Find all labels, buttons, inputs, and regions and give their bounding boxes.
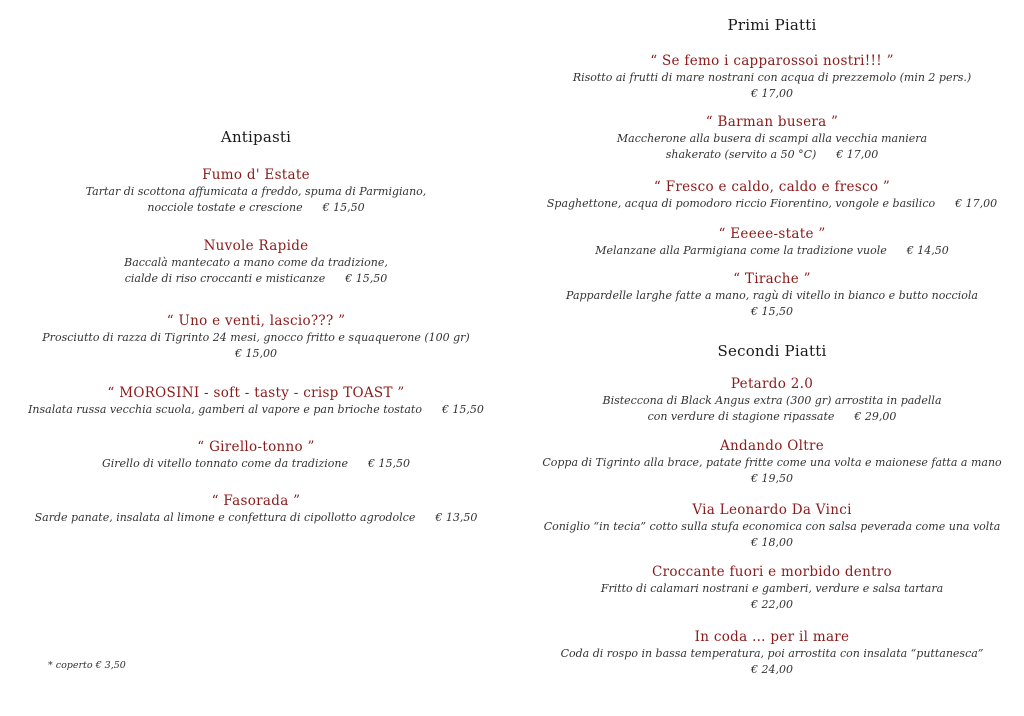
dish-price: € 15,50 [345,272,388,285]
dish-description: Tartar di scottona affumicata a freddo, spuma di Parmigiano, [85,185,427,198]
dish-eeeee-state [512,226,1024,259]
dish-name: “ MOROSINI - soft - tasty - crisp TOAST ” [107,385,405,401]
coperto-note: * coperto € 3,50 [48,660,126,671]
dish-andando-oltre [512,438,1024,487]
dish-price: € 17,00 [955,197,998,210]
dish-in-coda [512,629,1024,678]
dish-price: € 17,00 [751,87,793,100]
dish-price: € 15,50 [441,403,484,416]
dish-name: In coda … per il mare [694,629,850,645]
dish-description: Coppa di Tigrinto alla brace, patate fritte come una volta e maionese fatta a mano [542,456,1002,469]
dish-price: € 24,00 [751,663,793,676]
dish-price: € 15,50 [322,201,365,214]
dish-description: Baccalà mantecato a mano come da tradizione, [124,256,388,269]
dish-name: Petardo 2.0 [730,376,814,392]
dish-name: “ Se femo i capparossoi nostri!!! ” [650,53,894,69]
dish-description: Coniglio “in tecia” cotto sulla stufa economica con salsa peverada come una volta [543,520,1001,533]
dish-girello-tonno [0,439,512,472]
secondi-title: Secondi Piatti [717,342,827,360]
dish-description: Coda di rospo in bassa temperatura, poi arrostita con insalata “puttanesca” [560,647,984,660]
dish-description: Fritto di calamari nostrani e gamberi, verdure e salsa tartara [600,582,944,595]
dish-fasorada [0,493,512,526]
dish-description: Girello di vitello tonnato come da tradizione [101,457,349,470]
dish-name: “ Uno e venti, lascio??? ” [166,313,346,329]
dish-price: € 13,50 [435,511,478,524]
dish-capparossoi [512,53,1024,102]
dish-description: Pappardelle larghe fatte a mano, ragù di vitello in bianco e butto nocciola [566,289,978,302]
dish-description: Melanzane alla Parmigiana come la tradizione vuole [595,244,887,257]
dish-name: “ Eeeee-state ” [718,226,826,242]
dish-description: Bisteccona di Black Angus extra (300 gr) arrostita in padella [602,394,942,407]
dish-description: shakerato (servito a 50 °C) [665,148,817,161]
dish-description: Risotto ai frutti di mare nostrani con acqua di prezzemolo (min 2 pers.) [572,71,972,84]
dish-description: cialde di riso croccanti e misticanze [124,272,326,285]
dish-name: Fumo d' Estate [202,167,310,183]
dish-description: nocciole tostate e crescione [147,201,303,214]
dish-croccante [512,564,1024,613]
dish-name: Andando Oltre [719,438,825,454]
dish-price: € 14,50 [906,244,949,257]
dish-name: Croccante fuori e morbido dentro [652,564,892,580]
dish-name: “ Fresco e caldo, caldo e fresco ” [653,179,891,195]
dish-barman-busera [512,114,1024,163]
dish-nuvole-rapide [0,238,512,287]
dish-price: € 15,50 [751,305,793,318]
dish-name: Via Leonardo Da Vinci [692,502,852,518]
dish-fumo-d-estate [0,167,512,216]
dish-price: € 15,00 [235,347,277,360]
dish-name: “ Girello-tonno ” [197,439,315,455]
dish-description: Insalata russa vecchia scuola, gamberi al vapore e pan brioche tostato [28,403,422,416]
dish-description: Prosciutto di razza di Tigrinto 24 mesi, gnocco fritto e squaquerone (100 gr) [42,331,470,344]
antipasti-title: Antipasti [220,128,292,146]
dish-price: € 19,50 [751,472,793,485]
dish-description: Maccherone alla busera di scampi alla vecchia maniera [616,132,928,145]
dish-description: Spaghettone, acqua di pomodoro riccio Fiorentino, vongole e basilico [546,197,936,210]
dish-petardo [512,376,1024,425]
dish-description: con verdure di stagione ripassate [647,410,835,423]
dish-uno-e-venti [0,313,512,362]
dish-price: € 22,00 [751,598,793,611]
dish-via-leonardo [512,502,1024,551]
dish-price: € 18,00 [751,536,793,549]
dish-tirache [512,271,1024,320]
dish-description: Sarde panate, insalata al limone e confettura di cipollotto agrodolce [34,511,416,524]
dish-fresco-e-caldo [512,179,1024,212]
dish-price: € 15,50 [368,457,411,470]
dish-price: € 17,00 [836,148,879,161]
primi-title: Primi Piatti [727,16,817,34]
dish-price: € 29,00 [854,410,897,423]
dish-morosini [0,385,512,418]
dish-name: “ Tirache ” [733,271,811,287]
dish-name: “ Fasorada ” [211,493,301,509]
dish-name: “ Barman busera ” [705,114,839,130]
dish-name: Nuvole Rapide [203,238,309,254]
